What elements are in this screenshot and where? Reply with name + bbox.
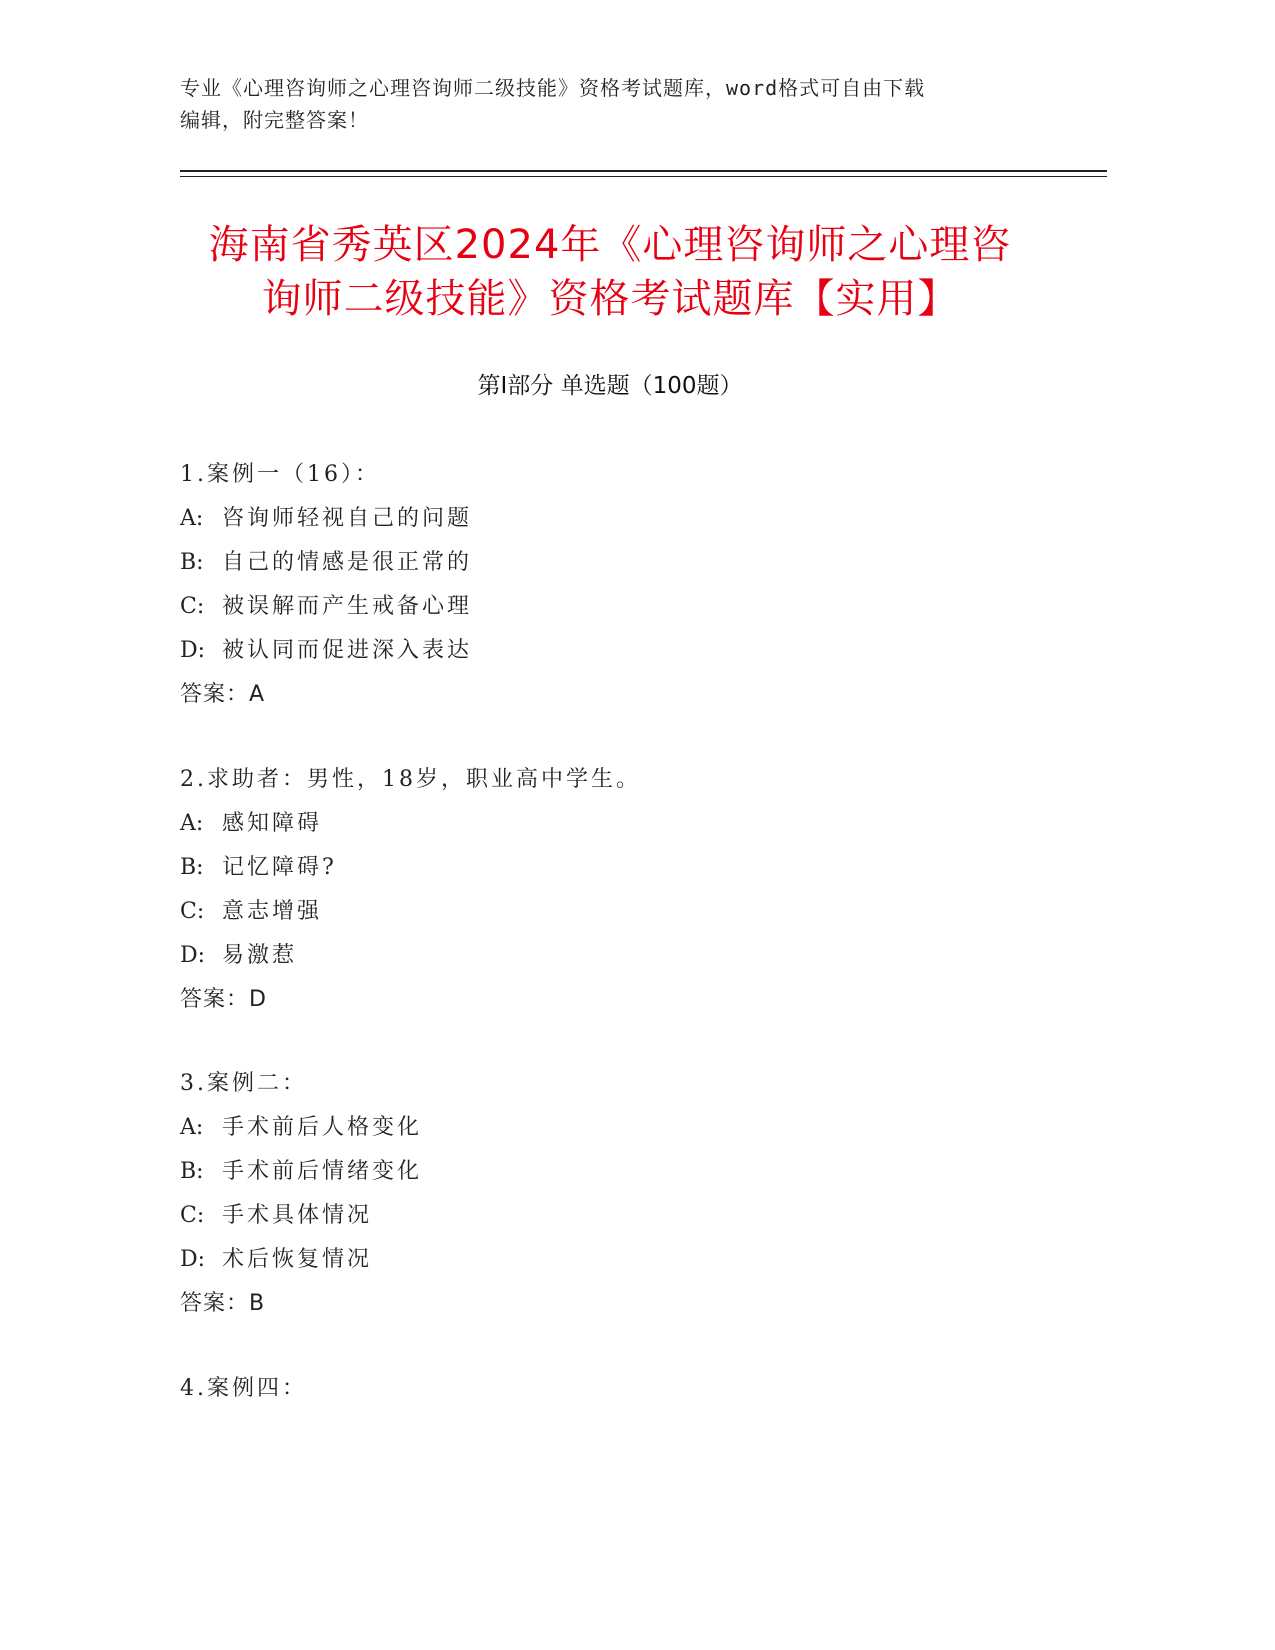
- document-title: [180, 218, 1040, 326]
- document-title-line-1: 海南省秀英区2024年《心理咨询师之心理咨: [208, 222, 1012, 268]
- header-note-line-2: 编辑，附完整答案！: [180, 108, 369, 132]
- option-key: C:: [180, 594, 205, 619]
- question-stem: 4.案例四：: [180, 1376, 307, 1401]
- answer-line: 答案：B: [180, 1291, 266, 1316]
- option-c: [180, 585, 1080, 629]
- option-text: 感知障碍: [222, 811, 323, 836]
- option-text: 咨询师轻视自己的问题: [222, 506, 473, 531]
- option-key: C:: [180, 899, 205, 924]
- question-stem: 1.案例一（16）：: [180, 462, 380, 487]
- option-c: [180, 890, 1080, 934]
- document-title-line-2: 询师二级技能》资格考试题库【实用】: [261, 276, 959, 322]
- question-2: [180, 758, 1080, 1022]
- option-key: B:: [180, 855, 204, 880]
- option-a: [180, 802, 1080, 846]
- option-text: 记忆障碍?: [222, 855, 337, 880]
- option-text: 被认同而促进深入表达: [222, 638, 473, 663]
- option-a: [180, 1106, 1080, 1150]
- option-text: 意志增强: [222, 899, 323, 924]
- option-text: 术后恢复情况: [222, 1247, 373, 1272]
- option-text: 手术前后人格变化: [222, 1115, 423, 1140]
- option-key: D:: [180, 1247, 206, 1272]
- question-stem: 2.求助者：男性，18岁，职业高中学生。: [180, 767, 641, 792]
- option-key: D:: [180, 638, 206, 663]
- option-d: [180, 629, 1080, 673]
- option-text: 易激惹: [222, 943, 298, 968]
- answer-line: 答案：D: [180, 987, 267, 1012]
- question-1: [180, 453, 1080, 717]
- option-key: A:: [180, 811, 204, 836]
- option-b: [180, 1150, 1080, 1194]
- answer-line: 答案：A: [180, 682, 266, 707]
- header-divider-thin: [180, 176, 1107, 177]
- question-stem: 3.案例二：: [180, 1071, 307, 1096]
- header-note-line-1: 专业《心理咨询师之心理咨询师二级技能》资格考试题库，word格式可自由下载: [180, 76, 926, 100]
- option-key: B:: [180, 550, 204, 575]
- option-c: [180, 1194, 1080, 1238]
- option-text: 被误解而产生戒备心理: [222, 594, 473, 619]
- document-header-note: [180, 72, 1040, 136]
- option-key: A:: [180, 506, 204, 531]
- header-divider-thick: [180, 170, 1107, 172]
- option-b: [180, 846, 1080, 890]
- option-key: D:: [180, 943, 206, 968]
- option-key: B:: [180, 1159, 204, 1184]
- option-text: 手术前后情绪变化: [222, 1159, 423, 1184]
- option-text: 自己的情感是很正常的: [222, 550, 473, 575]
- option-d: [180, 1238, 1080, 1282]
- option-key: A:: [180, 1115, 204, 1140]
- option-key: C:: [180, 1203, 205, 1228]
- section-title: 第Ⅰ部分 单选题（100题）: [477, 373, 743, 399]
- option-d: [180, 934, 1080, 978]
- option-a: [180, 497, 1080, 541]
- question-3: [180, 1062, 1080, 1326]
- option-text: 手术具体情况: [222, 1203, 373, 1228]
- question-4: [180, 1367, 1080, 1411]
- option-b: [180, 541, 1080, 585]
